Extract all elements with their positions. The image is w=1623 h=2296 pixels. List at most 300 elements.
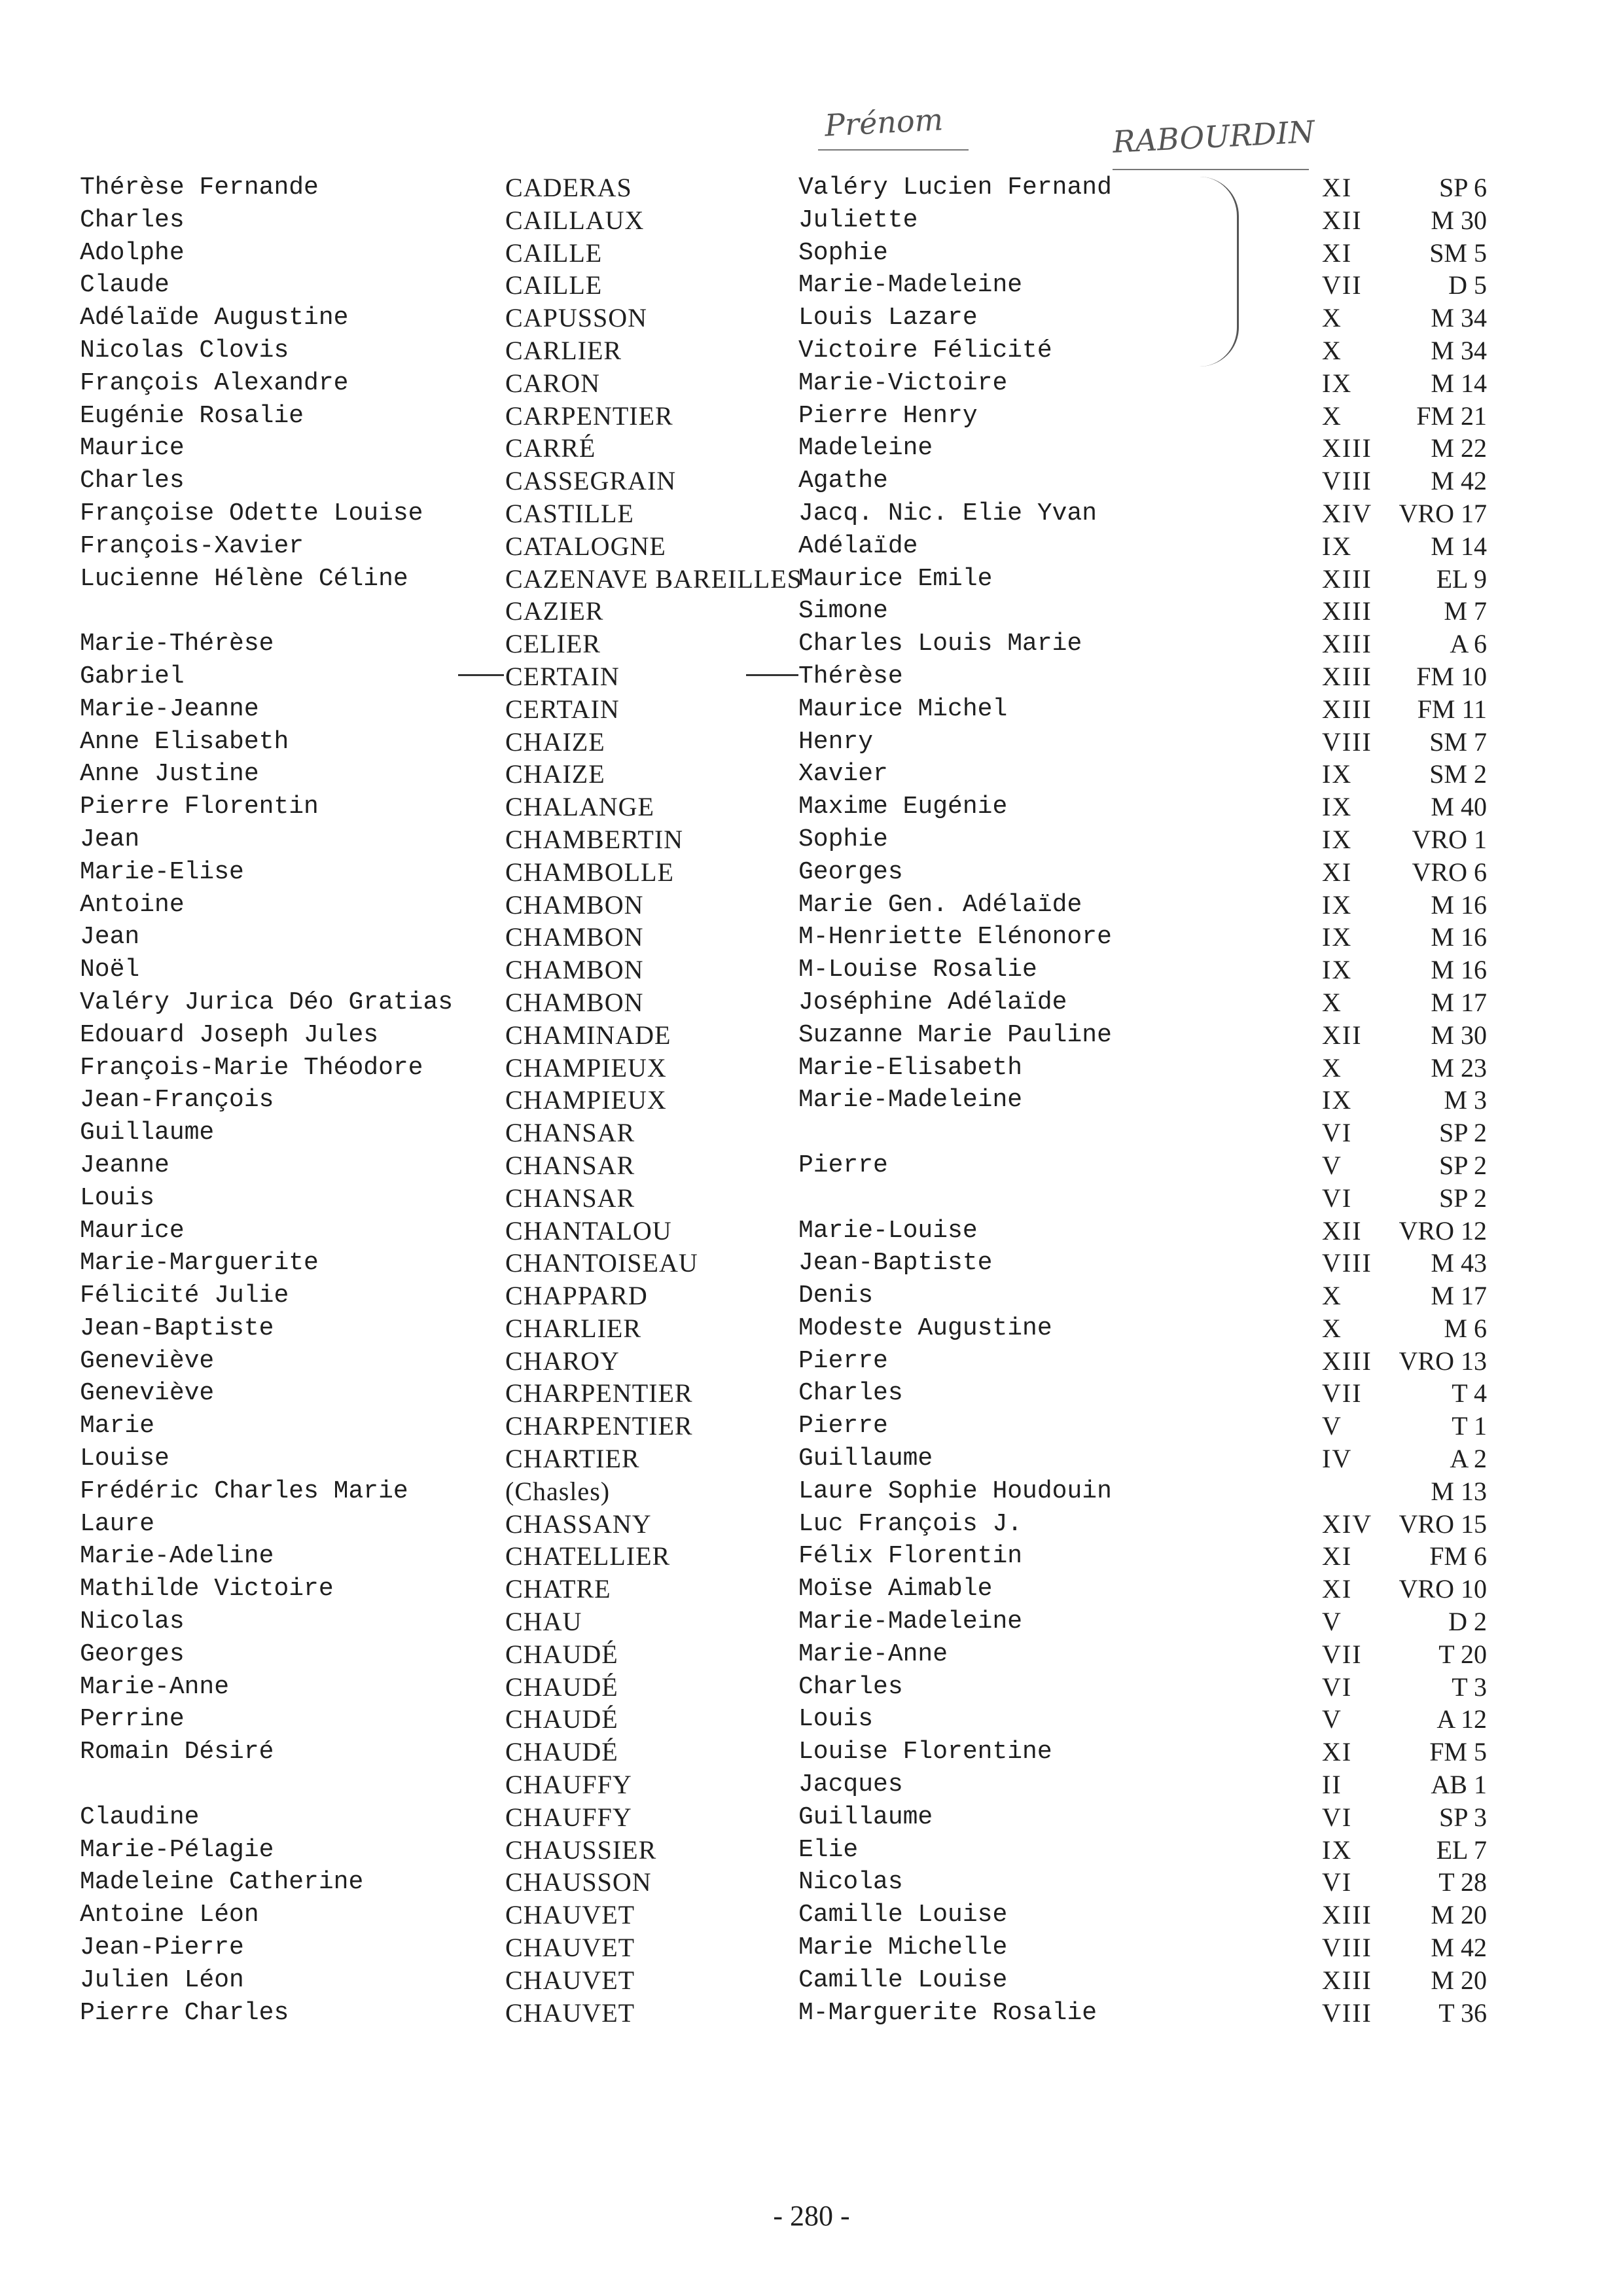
first-name: François-Xavier xyxy=(80,531,304,560)
surname: CHATRE xyxy=(505,1574,611,1604)
first-name: Louis xyxy=(80,1183,155,1212)
annotation-underline xyxy=(818,149,969,151)
surname: CHAUFFY xyxy=(505,1770,632,1800)
surname: CHAMINADE xyxy=(505,1020,671,1050)
record-code: SP 2 xyxy=(1438,1150,1487,1180)
register-row xyxy=(0,791,1623,823)
volume-number: VII xyxy=(1322,270,1363,300)
surname: CARPENTIER xyxy=(505,401,673,431)
surname: CHANSAR xyxy=(505,1118,635,1148)
surname: CHARPENTIER xyxy=(505,1378,693,1408)
surname: CHAMBOLLE xyxy=(505,857,674,887)
record-code: M 14 xyxy=(1431,368,1487,398)
spouse-name: Luc François J. xyxy=(798,1509,1023,1538)
volume-number: IX xyxy=(1322,955,1353,985)
volume-number: XII xyxy=(1322,1020,1363,1050)
register-row xyxy=(0,269,1623,302)
register-row xyxy=(0,497,1623,530)
record-code: EL 7 xyxy=(1436,1835,1487,1865)
surname: CHAUVET xyxy=(505,1965,635,1995)
volume-number: XII xyxy=(1322,205,1363,235)
volume-number: IX xyxy=(1322,824,1353,854)
surname: CHARLIER xyxy=(505,1313,641,1343)
volume-number: IX xyxy=(1322,368,1353,398)
record-code: EL 9 xyxy=(1436,564,1487,594)
volume-number: XIII xyxy=(1322,1965,1372,1995)
volume-number: V xyxy=(1322,1607,1342,1637)
surname: CHAUSSIER xyxy=(505,1835,657,1865)
volume-number: IX xyxy=(1322,922,1353,952)
record-code: T 4 xyxy=(1452,1378,1487,1408)
annotation-underline xyxy=(1113,169,1309,170)
spouse-name: Marie-Victoire xyxy=(798,368,1008,397)
spouse-name: Modeste Augustine xyxy=(798,1314,1052,1342)
first-name: Charles xyxy=(80,467,185,495)
first-name: Mathilde Victoire xyxy=(80,1575,334,1604)
volume-number: VI xyxy=(1322,1118,1353,1148)
spouse-name: Madeleine xyxy=(798,434,933,463)
spouse-name: Charles xyxy=(798,1379,903,1408)
surname: CHARTIER xyxy=(505,1444,640,1474)
volume-number: XIV xyxy=(1322,498,1373,528)
volume-number: VI xyxy=(1322,1802,1353,1832)
record-code: M 30 xyxy=(1431,205,1487,235)
volume-number: VI xyxy=(1322,1867,1353,1897)
register-row xyxy=(0,921,1623,954)
first-name: Eugénie Rosalie xyxy=(80,401,304,430)
surname: CHAIZE xyxy=(505,726,605,757)
surname: CHAMPIEUX xyxy=(505,1085,667,1115)
first-name: Perrine xyxy=(80,1705,185,1734)
surname: CHAPPARD xyxy=(505,1281,648,1311)
handwritten-annotation-prenom: Prénom xyxy=(823,101,944,143)
spouse-name: Charles Louis Marie xyxy=(798,630,1082,658)
first-name: Thérèse Fernande xyxy=(80,173,319,202)
spouse-name: M-Henriette Elénonore xyxy=(798,923,1112,952)
surname: CERTAIN xyxy=(505,661,620,691)
volume-number: X xyxy=(1322,1313,1342,1343)
volume-number: XIII xyxy=(1322,564,1372,594)
spouse-name: Nicolas xyxy=(798,1868,903,1897)
register-row xyxy=(0,1605,1623,1638)
spouse-name: Jacques xyxy=(798,1770,903,1799)
spouse-name: Marie Gen. Adélaïde xyxy=(798,890,1082,919)
surname: (Chasles) xyxy=(505,1476,611,1506)
volume-number: VII xyxy=(1322,1378,1363,1408)
record-code: M 23 xyxy=(1431,1052,1487,1083)
register-row xyxy=(0,1703,1623,1736)
spouse-name: Louise Florentine xyxy=(798,1738,1052,1767)
record-code: SP 3 xyxy=(1438,1802,1487,1832)
surname: CARRÉ xyxy=(505,433,596,463)
register-row xyxy=(0,1638,1623,1671)
surname: CHANSAR xyxy=(505,1183,635,1213)
first-name: Georges xyxy=(80,1640,185,1668)
volume-number: VI xyxy=(1322,1183,1353,1213)
register-row xyxy=(0,595,1623,628)
volume-number: XI xyxy=(1322,857,1353,887)
volume-number: VI xyxy=(1322,1672,1353,1702)
register-row xyxy=(0,367,1623,400)
register-row xyxy=(0,1834,1623,1867)
register-row xyxy=(0,856,1623,889)
record-code: M 42 xyxy=(1431,1933,1487,1963)
first-name: Gabriel xyxy=(80,662,185,691)
first-name: Félicité Julie xyxy=(80,1282,289,1310)
first-name: Noël xyxy=(80,956,140,984)
record-code: SM 7 xyxy=(1429,726,1487,757)
surname: CHAIZE xyxy=(505,759,605,789)
record-code: T 28 xyxy=(1438,1867,1487,1897)
record-code: T 20 xyxy=(1438,1639,1487,1669)
surname: CASTILLE xyxy=(505,498,634,528)
register-row xyxy=(0,1443,1623,1475)
volume-number: XIII xyxy=(1322,1900,1372,1930)
spouse-name: Marie-Madeleine xyxy=(798,1607,1023,1636)
record-code: VRO 12 xyxy=(1399,1215,1487,1246)
spouse-name: Pierre xyxy=(798,1412,888,1441)
spouse-name: Thérèse xyxy=(798,662,903,691)
register-row xyxy=(0,660,1623,693)
first-name: Marie-Adeline xyxy=(80,1542,274,1571)
record-code: M 30 xyxy=(1431,1020,1487,1050)
register-row xyxy=(0,758,1623,791)
volume-number: VIII xyxy=(1322,466,1372,496)
surname: CHAMBON xyxy=(505,955,644,985)
spouse-name: Victoire Félicité xyxy=(798,336,1052,365)
spouse-name: Maurice Michel xyxy=(798,694,1008,723)
register-row xyxy=(0,1052,1623,1085)
first-name: Jean-Pierre xyxy=(80,1933,244,1962)
surname: CAZENAVE BAREILLES xyxy=(505,564,802,594)
record-code: VRO 1 xyxy=(1412,824,1487,854)
first-name: Antoine xyxy=(80,890,185,919)
record-code: VRO 13 xyxy=(1399,1346,1487,1376)
spouse-name: Guillaume xyxy=(798,1444,933,1473)
spouse-name: Pierre Henry xyxy=(798,401,978,430)
volume-number: X xyxy=(1322,303,1342,333)
spouse-name: Sophie xyxy=(798,238,888,267)
volume-number: X xyxy=(1322,1281,1342,1311)
spouse-name: Pierre xyxy=(798,1346,888,1375)
volume-number: XIII xyxy=(1322,629,1372,659)
surname: CHAUVET xyxy=(505,1900,635,1930)
first-name: Valéry Jurica Déo Gratias xyxy=(80,988,454,1016)
surname: CHAUVET xyxy=(505,1998,635,2028)
first-name: Anne Justine xyxy=(80,760,259,789)
record-code: M 16 xyxy=(1431,889,1487,920)
spouse-name: Louis Lazare xyxy=(798,304,978,332)
surname: CHAUSSON xyxy=(505,1867,652,1897)
surname: CHAMBON xyxy=(505,922,644,952)
record-code: A 12 xyxy=(1436,1704,1487,1734)
surname: CHAUDÉ xyxy=(505,1737,618,1767)
register-row xyxy=(0,1377,1623,1410)
volume-number: XI xyxy=(1322,1737,1353,1767)
record-code: VRO 17 xyxy=(1399,498,1487,528)
first-name: Antoine Léon xyxy=(80,1901,259,1929)
spouse-name: Félix Florentin xyxy=(798,1542,1023,1571)
volume-number: IX xyxy=(1322,1085,1353,1115)
first-name: Adélaïde Augustine xyxy=(80,304,349,332)
first-name: Jean xyxy=(80,923,140,952)
spouse-name: Marie-Madeleine xyxy=(798,1086,1023,1115)
surname: CHAROY xyxy=(505,1346,620,1376)
first-name: Julien Léon xyxy=(80,1965,244,1994)
record-code: M 20 xyxy=(1431,1900,1487,1930)
spouse-name: Agathe xyxy=(798,467,888,495)
first-name: Marie-Marguerite xyxy=(80,1249,319,1278)
record-code: M 42 xyxy=(1431,466,1487,496)
spouse-name: Sophie xyxy=(798,825,888,853)
first-name: Nicolas Clovis xyxy=(80,336,289,365)
record-code: M 6 xyxy=(1444,1313,1487,1343)
surname: CHAU xyxy=(505,1607,582,1637)
first-name: François Alexandre xyxy=(80,368,349,397)
record-code: T 1 xyxy=(1452,1411,1487,1441)
register-row xyxy=(0,954,1623,986)
volume-number: XI xyxy=(1322,173,1353,202)
register-row xyxy=(0,823,1623,856)
surname: CHAUVET xyxy=(505,1933,635,1963)
surname: CARON xyxy=(505,368,601,398)
register-row xyxy=(0,1508,1623,1541)
spouse-name: Joséphine Adélaïde xyxy=(798,988,1067,1016)
surname: CHAUFFY xyxy=(505,1802,632,1832)
record-code: FM 10 xyxy=(1416,661,1487,691)
first-name: Marie-Anne xyxy=(80,1672,230,1701)
register-row xyxy=(0,726,1623,759)
register-row xyxy=(0,1312,1623,1345)
surname: CHANSAR xyxy=(505,1150,635,1180)
volume-number: II xyxy=(1322,1770,1342,1800)
surname: CHAMBERTIN xyxy=(505,824,684,854)
surname: CAZIER xyxy=(505,596,604,626)
spouse-name: Camille Louise xyxy=(798,1965,1008,1994)
surname: CAILLE xyxy=(505,238,603,268)
volume-number: XIV xyxy=(1322,1509,1373,1539)
spouse-name: Marie Michelle xyxy=(798,1933,1008,1962)
first-name: Anne Elisabeth xyxy=(80,727,289,756)
spouse-name: Camille Louise xyxy=(798,1901,1008,1929)
first-name: Charles xyxy=(80,206,185,234)
volume-number: VII xyxy=(1322,1639,1363,1669)
record-code: SP 2 xyxy=(1438,1118,1487,1148)
surname: CAILLE xyxy=(505,270,603,300)
register-row xyxy=(0,889,1623,922)
first-name: Lucienne Hélène Céline xyxy=(80,564,408,593)
record-code: M 14 xyxy=(1431,531,1487,561)
spouse-name: Marie-Madeleine xyxy=(798,271,1023,300)
spouse-name: Moïse Aimable xyxy=(798,1575,993,1604)
first-name: Romain Désiré xyxy=(80,1738,274,1767)
surname: CADERAS xyxy=(505,173,632,202)
record-code: SM 2 xyxy=(1429,759,1487,789)
volume-number: V xyxy=(1322,1150,1342,1180)
surname: CHAMBON xyxy=(505,987,644,1017)
volume-number: XII xyxy=(1322,1215,1363,1246)
volume-number: XI xyxy=(1322,238,1353,268)
spouse-name: Maurice Emile xyxy=(798,564,993,593)
surname: CHAMBON xyxy=(505,889,644,920)
surname: CHAMPIEUX xyxy=(505,1052,667,1083)
volume-number: XIII xyxy=(1322,596,1372,626)
register-row xyxy=(0,237,1623,270)
record-code: M 22 xyxy=(1431,433,1487,463)
first-name: Jeanne xyxy=(80,1151,169,1179)
surname: CATALOGNE xyxy=(505,531,666,561)
spouse-name: Laure Sophie Houdouin xyxy=(798,1477,1112,1505)
record-code: M 17 xyxy=(1431,987,1487,1017)
surname: CASSEGRAIN xyxy=(505,466,677,496)
spouse-name: Marie-Louise xyxy=(798,1216,978,1245)
first-name: Jean-Baptiste xyxy=(80,1314,274,1342)
record-code: VRO 15 xyxy=(1399,1509,1487,1539)
surname: CHANTALOU xyxy=(505,1215,672,1246)
volume-number: XI xyxy=(1322,1541,1353,1571)
spouse-name: Marie-Anne xyxy=(798,1640,948,1668)
record-code: FM 6 xyxy=(1429,1541,1487,1571)
register-list xyxy=(0,171,1623,2029)
record-code: M 16 xyxy=(1431,955,1487,985)
volume-number: VIII xyxy=(1322,726,1372,757)
volume-number: VIII xyxy=(1322,1933,1372,1963)
surname: CHASSANY xyxy=(505,1509,652,1539)
register-row xyxy=(0,1215,1623,1247)
register-row xyxy=(0,563,1623,596)
record-code: M 17 xyxy=(1431,1281,1487,1311)
register-row xyxy=(0,1573,1623,1605)
register-row xyxy=(0,1964,1623,1997)
volume-number: XI xyxy=(1322,1574,1353,1604)
first-name: Maurice xyxy=(80,1216,185,1245)
volume-number: VIII xyxy=(1322,1998,1372,2028)
register-row xyxy=(0,1117,1623,1149)
first-name: Pierre Florentin xyxy=(80,793,319,821)
register-row xyxy=(0,1475,1623,1508)
spouse-name: Louis xyxy=(798,1705,874,1734)
surname: CERTAIN xyxy=(505,694,620,724)
register-row xyxy=(0,171,1623,204)
record-code: M 43 xyxy=(1431,1248,1487,1278)
volume-number: X xyxy=(1322,401,1342,431)
spouse-name: Simone xyxy=(798,597,888,626)
volume-number: XIII xyxy=(1322,433,1372,463)
first-name: Edouard Joseph Jules xyxy=(80,1020,379,1049)
register-row xyxy=(0,1801,1623,1834)
first-name: Geneviève xyxy=(80,1346,215,1375)
first-name: Jean-François xyxy=(80,1086,274,1115)
volume-number: IX xyxy=(1322,1835,1353,1865)
register-row xyxy=(0,334,1623,367)
register-row xyxy=(0,1736,1623,1768)
record-code: SM 5 xyxy=(1429,238,1487,268)
spouse-name: M-Louise Rosalie xyxy=(798,956,1037,984)
register-row xyxy=(0,1280,1623,1312)
spouse-name: Jacq. Nic. Elie Yvan xyxy=(798,499,1097,528)
volume-number: IX xyxy=(1322,889,1353,920)
first-name: Françoise Odette Louise xyxy=(80,499,423,528)
record-code: M 13 xyxy=(1431,1476,1487,1506)
register-row xyxy=(0,204,1623,237)
volume-number: IV xyxy=(1322,1444,1353,1474)
volume-number: XIII xyxy=(1322,1346,1372,1376)
spouse-name: Denis xyxy=(798,1282,874,1310)
register-row xyxy=(0,1247,1623,1280)
register-row xyxy=(0,628,1623,660)
first-name: Marie-Elise xyxy=(80,857,244,886)
volume-number: IX xyxy=(1322,792,1353,822)
surname: CHANTOISEAU xyxy=(505,1248,698,1278)
spouse-name: Valéry Lucien Fernand xyxy=(798,173,1112,202)
page-number: - 280 - xyxy=(773,2200,850,2232)
first-name: Laure xyxy=(80,1509,155,1538)
spouse-name: Juliette xyxy=(798,206,918,234)
volume-number: IX xyxy=(1322,759,1353,789)
register-row xyxy=(0,302,1623,334)
record-code: VRO 10 xyxy=(1399,1574,1487,1604)
record-code: SP 2 xyxy=(1438,1183,1487,1213)
register-row xyxy=(0,1671,1623,1704)
first-name: Marie-Pélagie xyxy=(80,1835,274,1864)
register-row xyxy=(0,1931,1623,1964)
register-row xyxy=(0,465,1623,497)
register-row xyxy=(0,432,1623,465)
volume-number: X xyxy=(1322,987,1342,1017)
spouse-name: Pierre xyxy=(798,1151,888,1179)
record-code: M 34 xyxy=(1431,303,1487,333)
spouse-name: Jean-Baptiste xyxy=(798,1249,993,1278)
spouse-name: Elie xyxy=(798,1835,859,1864)
register-row xyxy=(0,1410,1623,1443)
record-code: FM 11 xyxy=(1417,694,1487,724)
first-name: Marie-Thérèse xyxy=(80,630,274,658)
record-code: SP 6 xyxy=(1438,173,1487,202)
register-row xyxy=(0,1182,1623,1215)
register-row xyxy=(0,1899,1623,1931)
register-row xyxy=(0,1866,1623,1899)
surname: CHAUDÉ xyxy=(505,1672,618,1702)
record-code: FM 5 xyxy=(1429,1737,1487,1767)
surname: CHATELLIER xyxy=(505,1541,671,1571)
volume-number: X xyxy=(1322,335,1342,365)
handwritten-annotation-rabourdin: RABOURDIN xyxy=(1111,113,1316,160)
first-name: Geneviève xyxy=(80,1379,215,1408)
register-row xyxy=(0,1084,1623,1117)
first-name: Claudine xyxy=(80,1803,200,1831)
register-row xyxy=(0,693,1623,726)
record-code: D 2 xyxy=(1448,1607,1487,1637)
surname: CHARPENTIER xyxy=(505,1411,693,1441)
volume-number: V xyxy=(1322,1411,1342,1441)
volume-number: VIII xyxy=(1322,1248,1372,1278)
spouse-name: Georges xyxy=(798,857,903,886)
record-code: M 3 xyxy=(1444,1085,1487,1115)
register-row xyxy=(0,400,1623,433)
surname: CAPUSSON xyxy=(505,303,647,333)
surname: CARLIER xyxy=(505,335,622,365)
spouse-name: Xavier xyxy=(798,760,888,789)
first-name: Marie xyxy=(80,1412,155,1441)
spouse-name: Maxime Eugénie xyxy=(798,793,1008,821)
spouse-name: Henry xyxy=(798,727,874,756)
record-code: M 40 xyxy=(1431,792,1487,822)
record-code: VRO 6 xyxy=(1412,857,1487,887)
spouse-name: M-Marguerite Rosalie xyxy=(798,1998,1097,2027)
first-name: Madeleine Catherine xyxy=(80,1868,364,1897)
record-code: T 36 xyxy=(1438,1998,1487,2028)
volume-number: X xyxy=(1322,1052,1342,1083)
